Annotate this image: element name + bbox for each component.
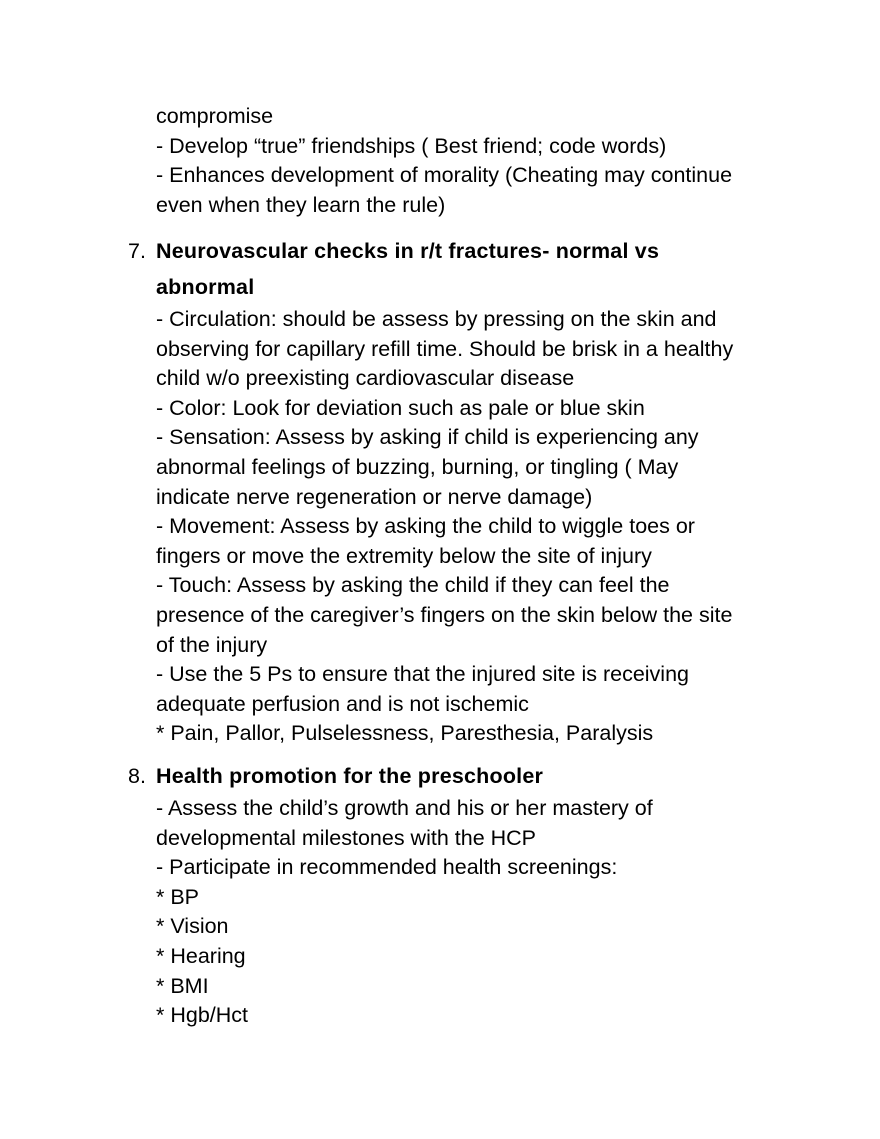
text-line: * Pain, Pallor, Pulselessness, Paresthesia, Paralysis	[156, 721, 654, 746]
text-line: * BMI	[156, 973, 209, 998]
item-heading: Neurovascular checks in r/t fractures- normal vs	[156, 239, 660, 263]
list-item-8	[128, 758, 808, 1031]
text-line: * BP	[156, 884, 200, 909]
text-line: - Touch: Assess by asking the child if they can feel the	[156, 573, 670, 598]
text-line: compromise	[156, 104, 274, 128]
text-line: * Vision	[156, 914, 229, 939]
text-line: even when they learn the rule)	[156, 192, 446, 217]
text-line: - Enhances development of morality (Cheating may continue	[156, 163, 733, 188]
text-line: child w/o preexisting cardiovascular disease	[156, 366, 575, 391]
text-line: - Circulation: should be assess by pressing on the skin and	[156, 307, 717, 331]
item-number: 8.	[128, 764, 146, 788]
continuation-text	[156, 102, 796, 220]
text-line: - Use the 5 Ps to ensure that the injured site is receiving	[156, 662, 689, 687]
text-line: abnormal feelings of buzzing, burning, or tingling ( May	[156, 454, 679, 479]
text-line: * Hgb/Hct	[156, 1003, 249, 1028]
text-line: - Color: Look for deviation such as pale or blue skin	[156, 395, 645, 420]
text-line: - Movement: Assess by asking the child to wiggle toes or	[156, 514, 695, 539]
text-line: - Develop “true” friendships ( Best friend; code words)	[156, 133, 667, 158]
text-line: - Assess the child’s growth and his or her mastery of	[156, 796, 653, 820]
text-line: * Hearing	[156, 943, 246, 968]
item-body	[156, 794, 808, 1031]
text-line: presence of the caregiver’s fingers on the skin below the site	[156, 602, 733, 627]
text-line: - Sensation: Assess by asking if child is experiencing any	[156, 425, 699, 450]
item-number: 7.	[128, 239, 146, 263]
item-body	[156, 305, 808, 749]
text-line: of the injury	[156, 632, 268, 657]
item-heading: abnormal	[156, 275, 255, 299]
text-line: observing for capillary refill time. Should be brisk in a healthy	[156, 336, 734, 361]
text-line: fingers or move the extremity below the site of injury	[156, 543, 652, 568]
text-line: adequate perfusion and is not ischemic	[156, 691, 529, 716]
item-heading: Health promotion for the preschooler	[156, 764, 544, 788]
list-item-7	[128, 233, 808, 749]
text-line: indicate nerve regeneration or nerve damage)	[156, 484, 593, 509]
text-line: developmental milestones with the HCP	[156, 825, 537, 850]
text-line: - Participate in recommended health screenings:	[156, 855, 618, 880]
